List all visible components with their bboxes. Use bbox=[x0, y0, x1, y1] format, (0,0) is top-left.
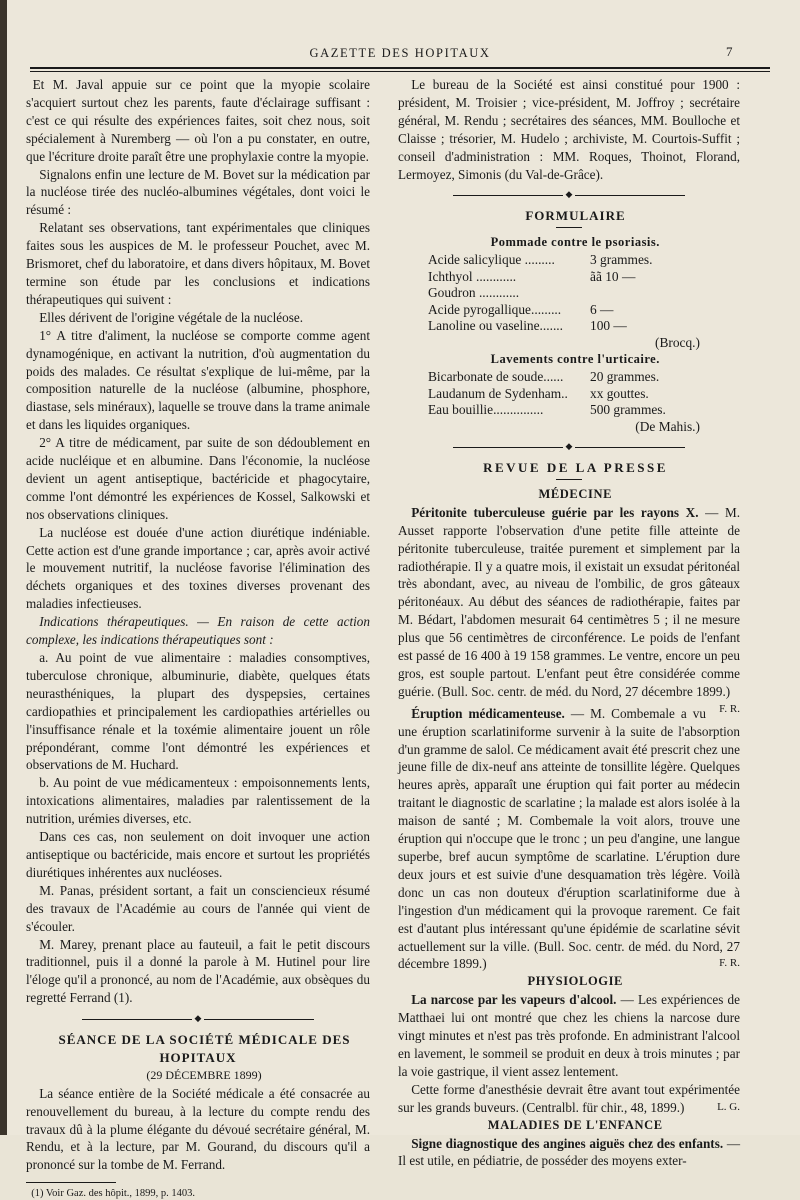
formula-title: Pommade contre le psoriasis. bbox=[490, 235, 660, 250]
paragraph: M. Marey, prenant place au fauteuil, a fait le petit discours traditionnel, puis il a donné la parole à M. Hutinel pour lire l'éloge qu'il a prononcé, au nom de l'Académie, aux obsèques du regretté Ferrand (1). bbox=[26, 936, 370, 1006]
rubric-enfance: MALADIES DE L'ENFANCE bbox=[487, 1117, 663, 1132]
title-underline bbox=[556, 479, 582, 480]
formula-author: (Brocq.) bbox=[655, 334, 700, 350]
running-head: GAZETTE DES HOPITAUX bbox=[309, 46, 491, 60]
article bbox=[398, 991, 740, 1081]
paragraph: 1° A titre d'aliment, la nucléose se comporte comme agent dynamogénique, en activant la nutrition, d'où augmentation du poids des malades. Ce résultat s'explique de lui-même, par la composition naturelle de la nucléose (albumine, phosphore, diastase, sels minéraux), laquelle se trouve dans la trame animale et dans les liquides organiques. bbox=[26, 327, 370, 433]
formula-row: Goudron ............ bbox=[428, 285, 520, 301]
section-date: (29 DÉCEMBRE 1899) bbox=[146, 1067, 262, 1082]
article-signature: F. R. bbox=[719, 957, 740, 970]
formula-row: Acide salicylique ......... 3 grammes. bbox=[428, 252, 653, 268]
paragraph: Indications thérapeutiques. — En raison de cette action complexe, les indications thérapeutiques sont : bbox=[26, 614, 370, 648]
paragraph: 2° A titre de médicament, par suite de son dédoublement en acide nucléique et en albumine. Dans l'économie, la nucléose devient un agent antiseptique, bactéricide et phagocytaire, comme l'ont démontré les expériences de Kossel, Salkowski et nos observations cliniques. bbox=[26, 435, 370, 522]
article bbox=[398, 705, 740, 974]
formula-row: Laudanum de Sydenham.. xx gouttes. bbox=[428, 385, 649, 401]
formula-row: Acide pyrogallique......... 6 — bbox=[428, 301, 614, 317]
article-title: La narcose par les vapeurs d'alcool. bbox=[411, 992, 617, 1008]
left-column bbox=[26, 76, 370, 1200]
rubric-physiologie: PHYSIOLOGIE bbox=[527, 974, 623, 989]
article-title: Signe diagnostique des angines aiguës chez des enfants. bbox=[411, 1135, 724, 1151]
paragraph: b. Au point de vue médicamenteux : empoisonnements lents, intoxications alimentaires, maladies par ralentissement de la nutrition, urémies diverses, etc. bbox=[26, 775, 370, 827]
formula-row: Lanoline ou vaseline....... 100 — bbox=[428, 318, 627, 334]
article-signature: F. R. bbox=[719, 702, 740, 715]
formula-row: Ichthyol ............ ãã 10 — bbox=[428, 268, 636, 284]
formula-author: (De Mahis.) bbox=[635, 418, 700, 434]
formula-lavements bbox=[398, 369, 740, 435]
page-number: 7 bbox=[726, 44, 733, 59]
revue-title: REVUE DE LA PRESSE bbox=[483, 459, 668, 475]
ornament-divider: ◆ bbox=[398, 186, 740, 204]
paragraph: Elles dérivent de l'origine végétale de la nucléose. bbox=[39, 309, 304, 325]
paragraph: Dans ces cas, non seulement on doit invoquer une action antiseptique ou bactéricide, mais encore et surtout les propriétés diurétiques inhérentes aux nucléoses. bbox=[26, 829, 370, 880]
page-binding-edge bbox=[0, 0, 7, 1135]
paragraph: a. Au point de vue alimentaire : maladies consomptives, tuberculose chronique, albuminurie, diabète, quelques états neurasthéniques, la plupart des dyspepsies, certaines cardiopathies et principalement les cardiopathies artérielles ou l'insuffisance rénale et la toxémie alimentaire jouent un rôle prépondérant, comme l'ont démontré les expériences et observations de M. Huchard. bbox=[26, 650, 370, 773]
paragraph: Signalons enfin une lecture de M. Bovet sur la médication par la nucléose tirée des nucléo-albumines végétales, dont voici le résumé : bbox=[26, 166, 370, 218]
formula-pommade bbox=[398, 252, 740, 351]
article-body: — Il est utile, en pédiatrie, de posséder des moyens exter- bbox=[398, 1135, 741, 1169]
article-title: Éruption médicamenteuse. bbox=[411, 705, 565, 721]
ornament-divider: ◆ bbox=[398, 438, 740, 456]
article bbox=[398, 1135, 740, 1171]
article-body: — Les expériences de Matthaei lui ont montré que chez les chiens la narcose dure vingt minutes et n'est pas très profonde. En administrant l'alcool en lavement, le sommeil se produit en deux à trois minutes ; par la voie gastrique, il vient assez lentement. bbox=[398, 992, 740, 1079]
footnote-rule bbox=[26, 1182, 116, 1183]
footnote: (1) Voir Gaz. des hôpit., 1899, p. 1403. bbox=[31, 1188, 196, 1200]
article-signature: L. G. bbox=[717, 1100, 740, 1113]
paragraph: Et M. Javal appuie sur ce point que la myopie scolaire s'acquiert surtout chez les parents, faute d'éclairage suffisant : c'est ce qui résulte des expériences faites, soit chez nous, soit spécialement à Nuremberg — où l'on a pu constater, en outre, que l'écriture droite paraît être une prophylaxie contre la myopie. bbox=[26, 77, 370, 164]
article-title: Péritonite tuberculeuse guérie par les rayons X. bbox=[411, 504, 699, 520]
formula-row: Eau bouillie............... 500 grammes. bbox=[428, 402, 666, 418]
paragraph: Relatant ses observations, tant expérimentales que cliniques faites sous les auspices de M. le professeur Pouchet, avec M. Brismoret, chef du laboratoire, et dans divers hôpitaux, M. Bovet termine son étude par les conclusions et indications thérapeutiques qui suivent : bbox=[26, 220, 370, 307]
rubric-medecine: MÉDECINE bbox=[538, 486, 613, 501]
section-title: SÉANCE DE LA SOCIÉTÉ MÉDICALE DES HOPITAUX bbox=[58, 1032, 351, 1065]
formulaire-title: FORMULAIRE bbox=[525, 208, 626, 224]
article-body: — M. Combemale a vu une éruption scarlatiniforme survenir à la suite de l'absorption d'un gramme de salol. Ce médicament avait été prescrit chez une jeune fille de dix-neuf ans atteinte de tonsillite légère. Quelques heures après, apparaît une éruption qui fait porter au médecin traitant le diagnostic de scarlatine ; la malade est alors isolée à la maison de santé ; M. Combemale la voit alors, trouve une éruption qui n'occupe que le tronc ; un peu d'angine, une langue superbe, bref aucun symptôme de scarlatine. L'éruption dure deux jours et est suivie d'une desquamation très légère. Voilà donc un cas non douteux d'éruption scarlatiniforme due à l'ingestion d'un médicament qui la provoque rarement. Ce fait est d'autant plus intéressant qu'une épidémie de scarlatine sévit actuellement sur la ville. (Bull. Soc. centr. de méd. du Nord, 27 décembre 1899.) bbox=[398, 705, 740, 972]
paragraph: M. Panas, président sortant, a fait un consciencieux résumé des travaux de l'Académie au cours de l'année qui vient de s'écouler. bbox=[26, 882, 370, 934]
paragraph: La nucléose est douée d'une action diurétique indéniable. Cette action est d'une grande importance ; car, après avoir activé le mouvement nutritif, la nucléose favorise l'élimination des déchets organiques et des toxines diverses provenant des maladies infectieuses. bbox=[26, 524, 370, 612]
article-continuation: Cette forme d'anesthésie devrait être avant tout expérimentée sur les grands buveurs. (Centralbl. für chir., 48, 1899.) L. G. bbox=[398, 1081, 740, 1115]
article-body: — M. Ausset rapporte l'observation d'une petite fille atteinte de péritonite tuberculeuse, traitée purement et simplement par la radiothérapie. Il y a quatre mois, il existait un exsudat péritonéal très abondant, avec, au niveau de l'ombilic, de gros gâteaux péritonéaux. Au début des séances de radiothérapie, faites par M. Bédart, l'abdomen mesurait 64 centimètres 5 ; il ne mesure plus que 56 centimètres de circonférence. Le poids de l'enfant est passé de 16 400 à 19 158 grammes. Le ventre, encore un peu gros, est souple partout. L'enfant peut être considérée comme guérie. (Bull. Soc. centr. de méd. du Nord, 27 décembre 1899.) bbox=[398, 504, 740, 699]
title-underline bbox=[556, 227, 582, 228]
paragraph: La séance entière de la Société médicale a été consacrée au renouvellement du bureau, à la lecture du compte rendu des travaux dû à la plume élégante du dévoué secrétaire général, M. Rendu, et à la lecture, par M. Gourand, du discours qu'il a prononcé sur la tombe de M. Ferrand. bbox=[26, 1085, 370, 1173]
formula-title: Lavements contre l'urticaire. bbox=[490, 352, 660, 367]
formula-row: Bicarbonate de soude...... 20 grammes. bbox=[428, 369, 660, 385]
header-rule-thin bbox=[30, 71, 770, 72]
right-column bbox=[398, 76, 740, 1170]
header-rule bbox=[30, 67, 770, 69]
paragraph: Le bureau de la Société est ainsi constitué pour 1900 : président, M. Troisier ; vice-président, M. Joffroy ; secrétaire général, M. Rendu ; secrétaires des séances, MM. Boulloche et Claisse ; trésorier, M. Hudelo ; archiviste, M. Courtois-Suffit ; conseil d'administration : MM. Roques, Thoinot, Florand, Lermoyez, Simonis (du Val-de-Grâce). bbox=[398, 77, 740, 182]
ornament-divider: ◆ bbox=[26, 1010, 370, 1028]
